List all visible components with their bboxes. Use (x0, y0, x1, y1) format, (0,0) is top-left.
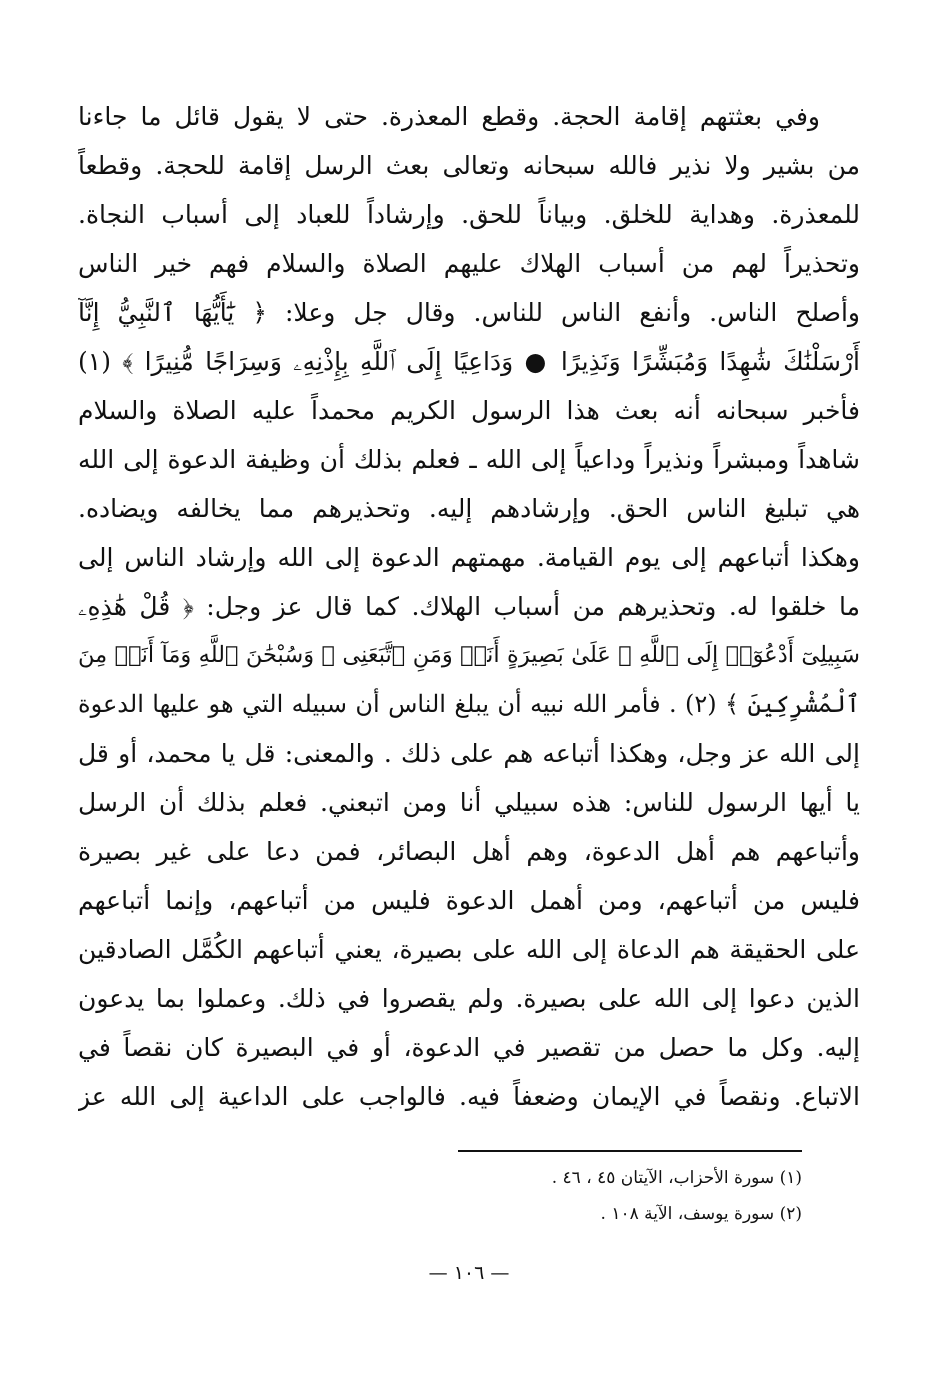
text-line: يا أيها الرسول للناس: هذه سبيلي أنا ومن اتبعني. فعلم بذلك أن الرسل (78, 788, 860, 817)
text-line: للمعذرة. وهداية للخلق. وبياناً للحق. وإرشاداً للعباد إلى أسباب النجاة. (78, 200, 860, 229)
text-line: وتحذيراً لهم من أسباب الهلاك عليهم الصلاة والسلام فهم خير الناس (78, 249, 860, 278)
footnote-1: (١) سورة الأحزاب، الآيتان ٤٥ ، ٤٦ . (551, 1168, 802, 1188)
body-text (78, 92, 860, 1121)
footnotes (302, 1160, 802, 1232)
text-line: الاتباع. ونقصاً في الإيمان وضعفاً فيه. فالواجب على الداعية إلى الله عز (78, 1082, 860, 1111)
text-line: فليس من أتباعهم، ومن أهمل الدعوة فليس من أتباعهم، وإنما أتباعهم (78, 886, 860, 915)
text-line: إليه. وكل ما حصل من تقصير في الدعوة، أو في البصيرة كان نقصاً في (78, 1033, 860, 1062)
text-line: على الحقيقة هم الدعاة إلى الله على بصيرة، يعني أتباعهم الكُمَّل الصادقين (78, 935, 860, 964)
text-line: فأخبر سبحانه أنه بعث هذا الرسول الكريم محمداً عليه الصلاة والسلام (78, 396, 860, 425)
quran-verse-line: سَبِيلِىٓ أَدْعُوٓا۟ إِلَى ٱللَّهِ ۚ عَلَىٰ بَصِيرَةٍ أَنَا۠ وَمَنِ ٱتَّبَعَنِى ۖ وَسُبْحَٰنَ ٱللَّهِ وَمَآ أَنَا۠ مِنَ (78, 642, 860, 668)
text-line: وأتباعهم هم أهل الدعوة، وهم أهل البصائر، فمن دعا على غير بصيرة (78, 837, 860, 866)
text-line: إلى الله عز وجل، وهكذا أتباعه هم على ذلك . والمعنى: قل يا محمد، أو قل (78, 739, 860, 768)
quran-verse-line: أَرْسَلْنَٰكَ شَٰهِدًا وَمُبَشِّرًا وَنَذِيرًا ● وَدَاعِيًا إِلَى ٱللَّهِ بِإِذْنِهِۦ وَسِرَاجًا مُّنِيرًا ﴾ (١) (78, 347, 860, 376)
text-line: وفي بعثتهم إقامة الحجة. وقطع المعذرة. حتى لا يقول قائل ما جاءنا (78, 102, 820, 131)
text-line: ما خلقوا له. وتحذيرهم من أسباب الهلاك. كما قال عز وجل: ﴿ قُلْ هَٰذِهِۦ (78, 592, 860, 621)
page-number: — ١٠٦ — (428, 1262, 510, 1284)
text-line: وهكذا أتباعهم إلى يوم القيامة. مهمتهم الدعوة إلى الله وإرشاد الناس إلى (78, 543, 860, 572)
text-line: وأصلح الناس. وأنفع الناس للناس. وقال جل وعلا: ﴿ يَٰٓأَيُّهَا ٱلنَّبِيُّ إِنَّآ (78, 298, 860, 327)
text-line: شاهداً ومبشراً ونذيراً وداعياً إلى الله ـ فعلم بذلك أن وظيفة الدعوة إلى الله (78, 445, 860, 474)
text-line: الذين دعوا إلى الله على بصيرة. ولم يقصروا في ذلك. وعملوا بما يدعون (78, 984, 860, 1013)
text-line: هي تبليغ الناس الحق. وإرشادهم إليه. وتحذيرهم مما يخالفه ويضاده. (78, 494, 860, 523)
text-line: من بشير ولا نذير فالله سبحانه وتعالى بعث الرسل إقامة للحجة. وقطعاً (78, 151, 860, 180)
text-line: ٱلْمُشْرِكِينَ ﴾ (٢) . فأمر الله نبيه أن يبلغ الناس أن سبيله التي هو عليها الدعوة (78, 690, 860, 718)
footnote-divider (458, 1150, 802, 1152)
footnote-2: (٢) سورة يوسف، الآية ١٠٨ . (600, 1204, 802, 1224)
